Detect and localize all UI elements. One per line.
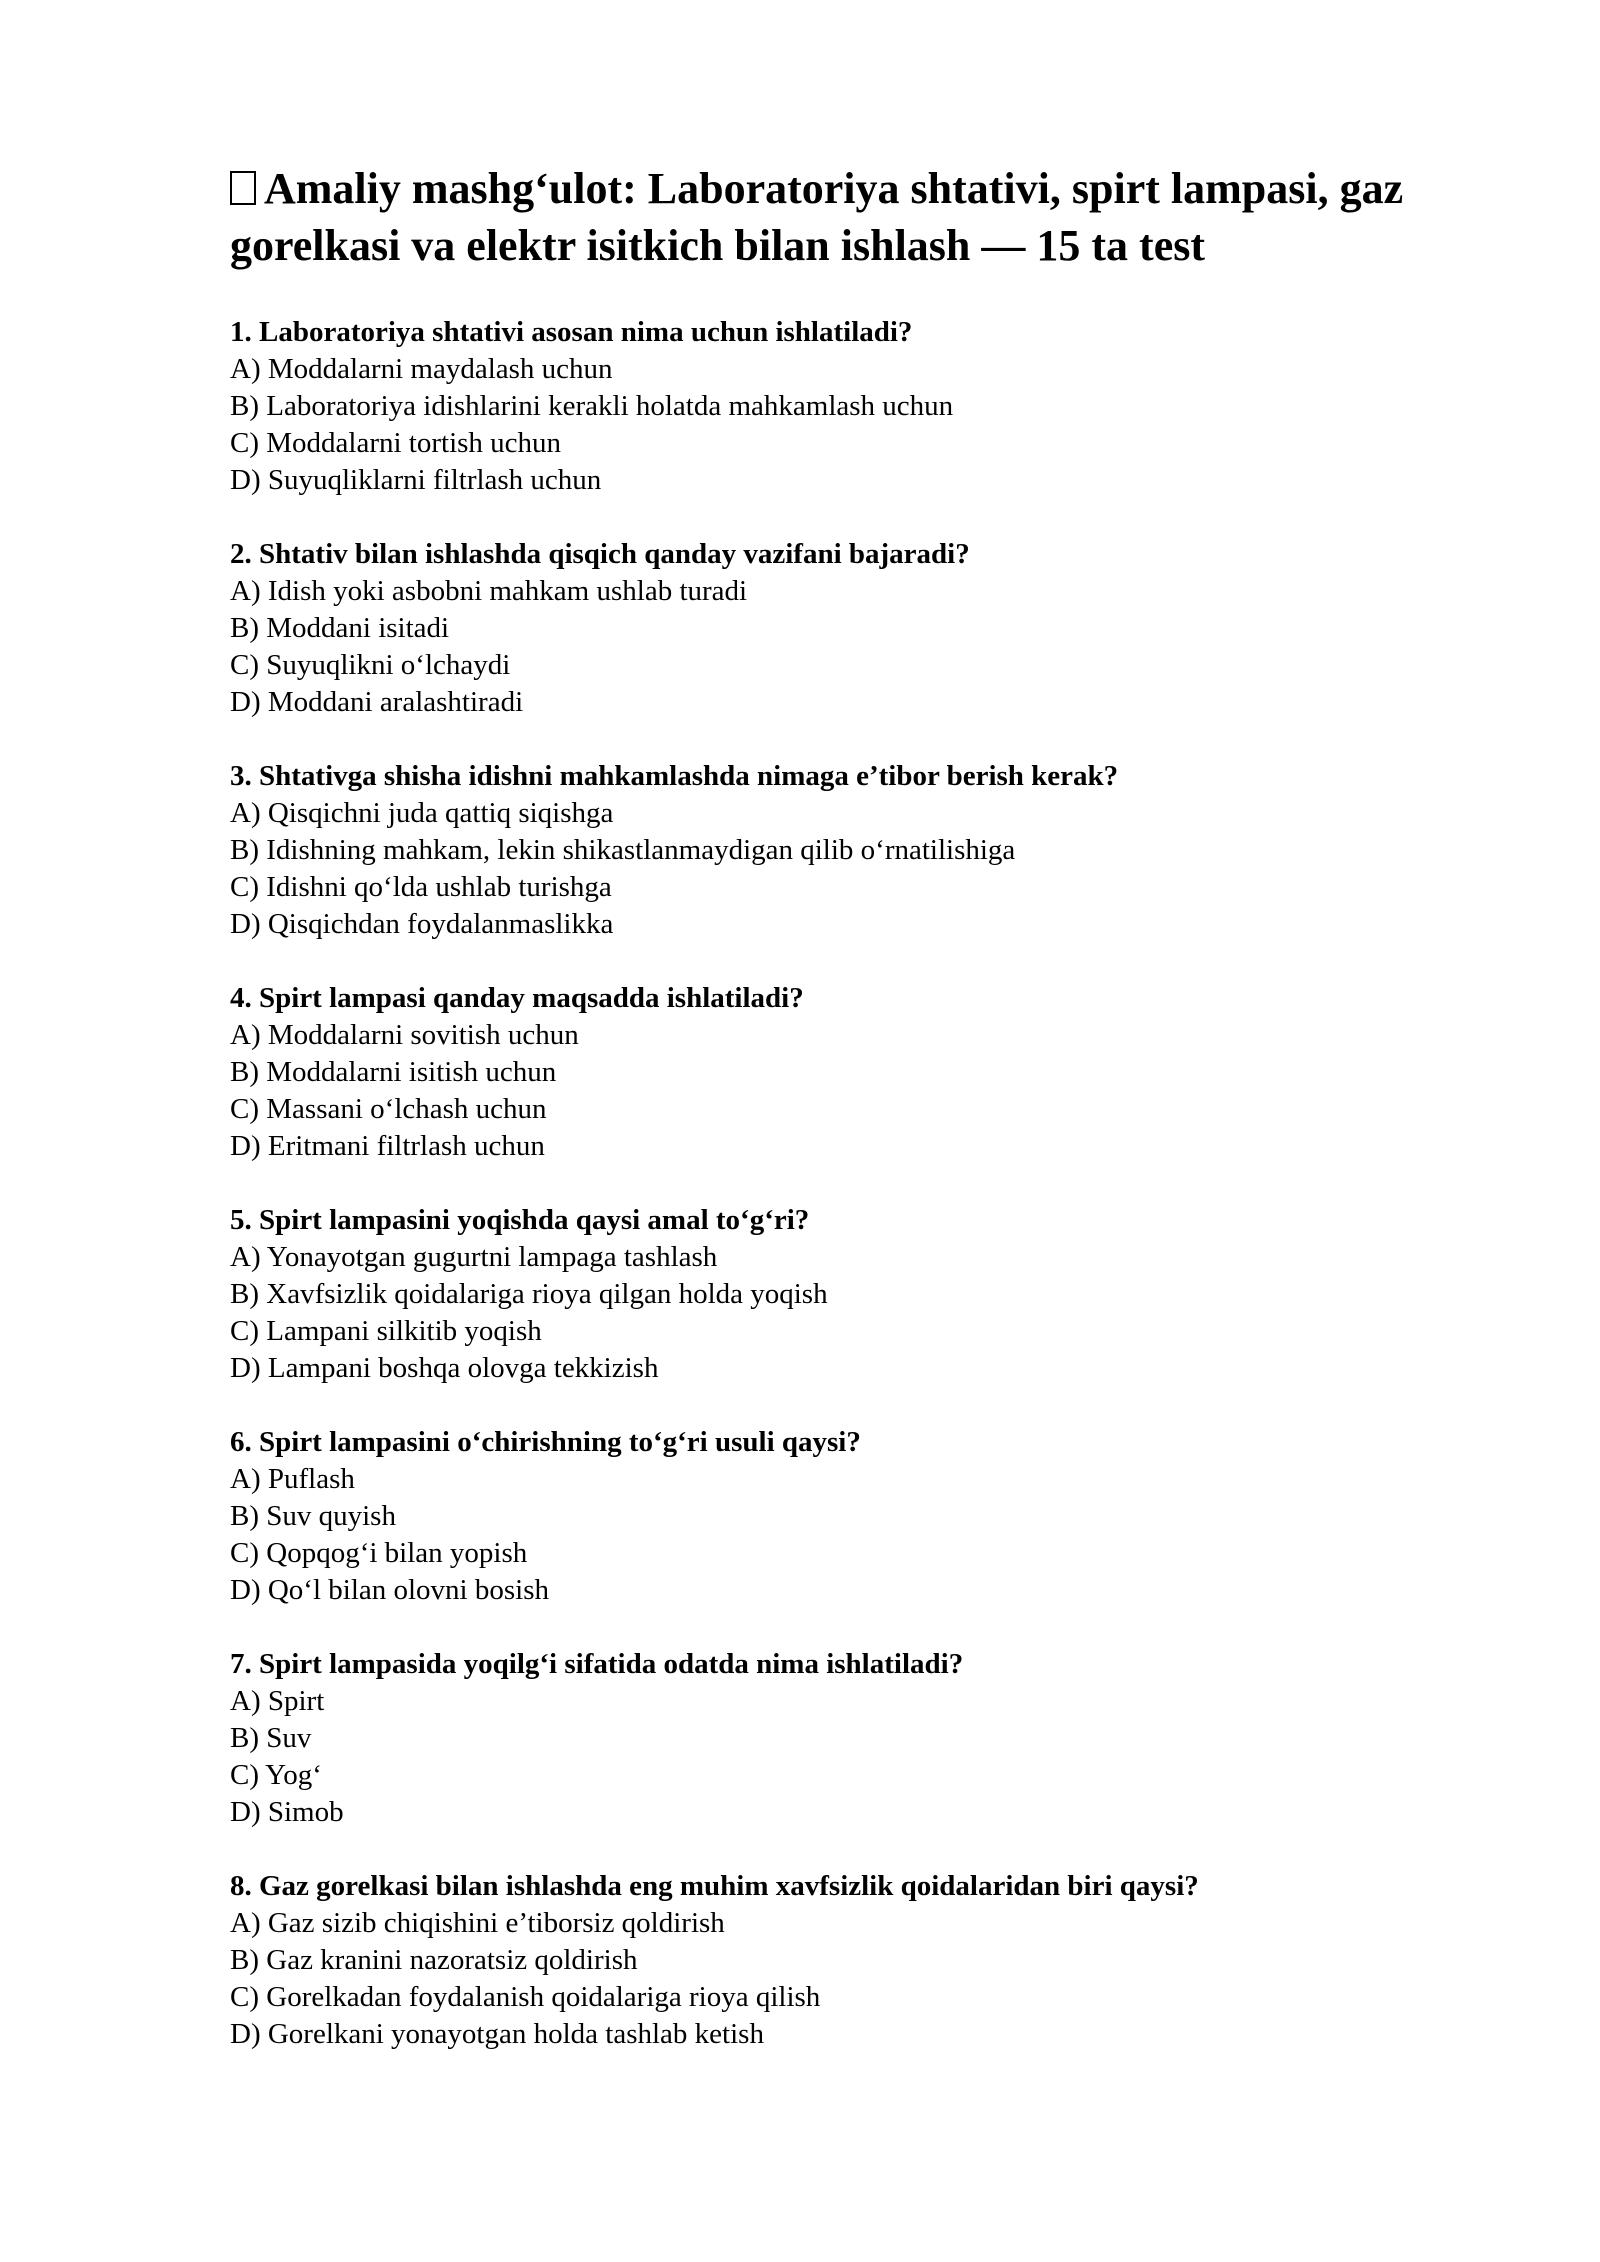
option-b: B) Xavfsizlik qoidalariga rioya qilgan holda yoqish xyxy=(230,1278,828,1310)
option-c: C) Gorelkadan foydalanish qoidalariga rioya qilish xyxy=(230,1981,821,2013)
option-b: B) Gaz kranini nazoratsiz qoldirish xyxy=(230,1944,638,1976)
option-a: A) Moddalarni maydalash uchun xyxy=(230,353,613,385)
option-c: C) Suyuqlikni o‘lchaydi xyxy=(230,649,511,681)
question-text: 8. Gaz gorelkasi bilan ishlashda eng muhim xavfsizlik qoidalaridan biri qaysi? xyxy=(230,1870,1199,1902)
option-a: A) Puflash xyxy=(230,1463,355,1495)
missing-glyph-icon xyxy=(230,171,256,205)
option-a: A) Yonayotgan gugurtni lampaga tashlash xyxy=(230,1241,718,1273)
option-b: B) Suv quyish xyxy=(230,1500,396,1532)
option-a: A) Idish yoki asbobni mahkam ushlab turadi xyxy=(230,575,748,607)
document-page xyxy=(230,160,1480,2090)
option-c: C) Yog‘ xyxy=(230,1759,322,1791)
question-6 xyxy=(230,1424,1480,1609)
question-text: 7. Spirt lampasida yoqilg‘i sifatida odatda nima ishlatiladi? xyxy=(230,1648,964,1680)
option-a: A) Gaz sizib chiqishini e’tiborsiz qoldirish xyxy=(230,1907,725,1939)
question-text: 6. Spirt lampasini o‘chirishning to‘g‘ri usuli qaysi? xyxy=(230,1426,861,1458)
option-d: D) Qisqichdan foydalanmaslikka xyxy=(230,908,614,940)
question-text: 5. Spirt lampasini yoqishda qaysi amal to‘g‘ri? xyxy=(230,1204,810,1236)
option-d: D) Lampani boshqa olovga tekkizish xyxy=(230,1352,659,1384)
option-d: D) Suyuqliklarni filtrlash uchun xyxy=(230,464,602,496)
question-text: 3. Shtativga shisha idishni mahkamlashda nimaga e’tibor berish kerak? xyxy=(230,760,1119,792)
question-text: 2. Shtativ bilan ishlashda qisqich qanday vazifani bajaradi? xyxy=(230,538,970,570)
option-c: C) Qopqog‘i bilan yopish xyxy=(230,1537,528,1569)
option-a: A) Spirt xyxy=(230,1685,325,1717)
document-title-text: Amaliy mashg‘ulot: Laboratoriya shtativi, spirt lampasi, gaz gorelkasi va elektr isitkich bilan ishlash — 15 ta test xyxy=(230,164,1404,270)
option-d: D) Gorelkani yonayotgan holda tashlab ketish xyxy=(230,2018,764,2050)
option-b: B) Moddalarni isitish uchun xyxy=(230,1056,557,1088)
question-3 xyxy=(230,758,1480,943)
option-c: C) Lampani silkitib yoqish xyxy=(230,1315,542,1347)
option-a: A) Moddalarni sovitish uchun xyxy=(230,1019,579,1051)
option-a: A) Qisqichni juda qattiq siqishga xyxy=(230,797,614,829)
question-text: 4. Spirt lampasi qanday maqsadda ishlatiladi? xyxy=(230,982,804,1014)
option-b: B) Idishning mahkam, lekin shikastlanmaydigan qilib o‘rnatilishiga xyxy=(230,834,1016,866)
question-7 xyxy=(230,1646,1480,1831)
option-d: D) Simob xyxy=(230,1796,344,1828)
question-text: 1. Laboratoriya shtativi asosan nima uchun ishlatiladi? xyxy=(230,316,913,348)
option-b: B) Suv xyxy=(230,1722,312,1754)
option-b: B) Laboratoriya idishlarini kerakli holatda mahkamlash uchun xyxy=(230,390,954,422)
option-c: C) Massani o‘lchash uchun xyxy=(230,1093,547,1125)
question-1 xyxy=(230,314,1480,499)
option-c: C) Idishni qo‘lda ushlab turishga xyxy=(230,871,612,903)
document-title xyxy=(230,160,1480,274)
question-4 xyxy=(230,980,1480,1165)
option-d: D) Moddani aralashtiradi xyxy=(230,686,524,718)
question-2 xyxy=(230,536,1480,721)
option-d: D) Qo‘l bilan olovni bosish xyxy=(230,1574,549,1606)
question-8 xyxy=(230,1868,1480,2053)
question-5 xyxy=(230,1202,1480,1387)
option-d: D) Eritmani filtrlash uchun xyxy=(230,1130,545,1162)
option-c: C) Moddalarni tortish uchun xyxy=(230,427,562,459)
option-b: B) Moddani isitadi xyxy=(230,612,450,644)
